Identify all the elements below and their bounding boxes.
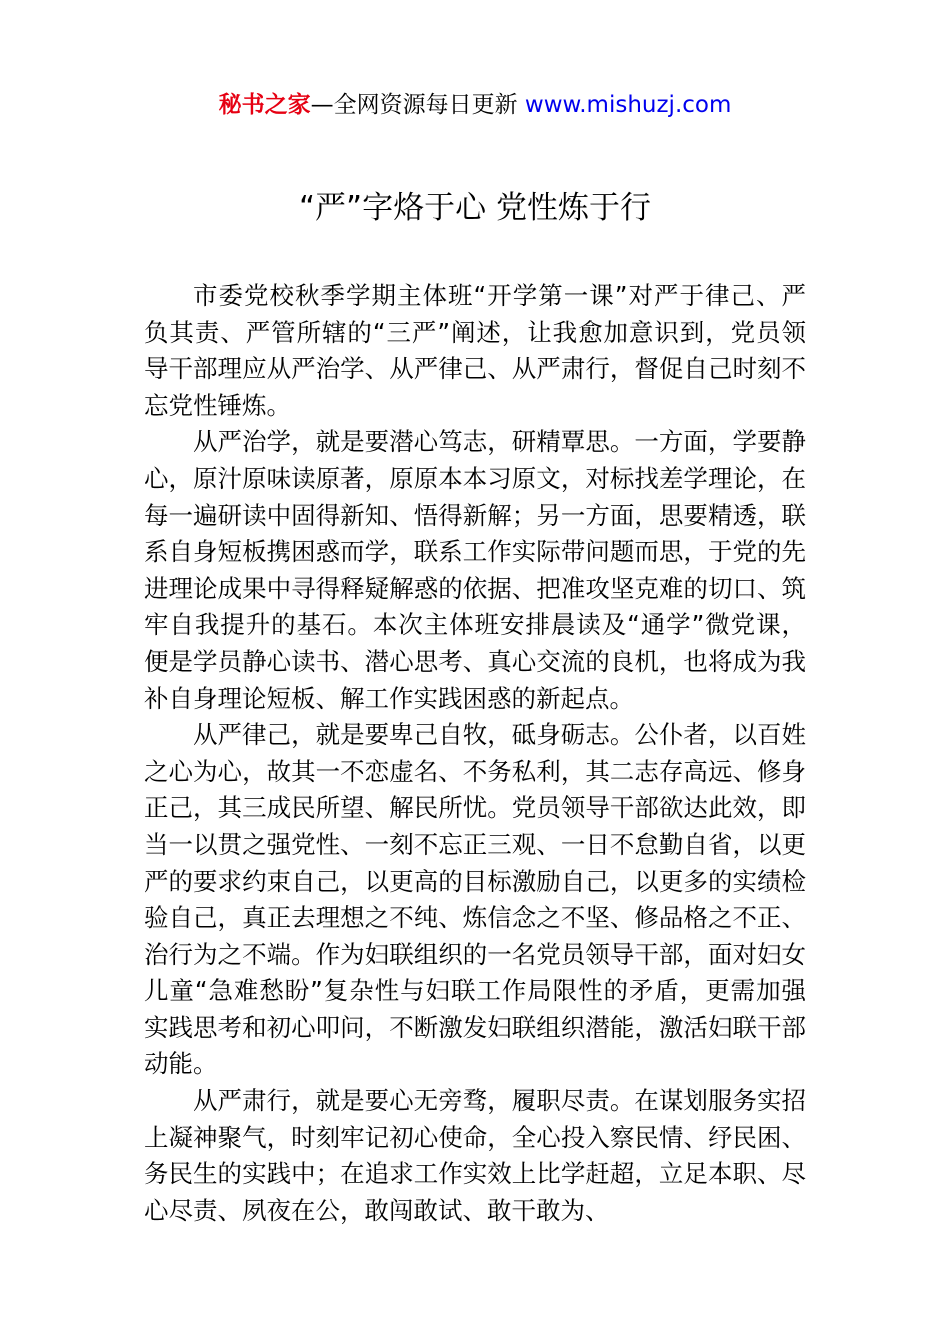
- paragraph-2: 从严治学，就是要潜心笃志，研精覃思。一方面，学要静心，原汁原味读原著，原原本本习原文，对标找差学理论，在每一遍研读中固得新知、悟得新解；另一方面，思要精透，联系自身短板携困惑而学，联系工作实际带问题而思，于党的先进理论成果中寻得释疑解惑的依据、把准攻坚克难的切口、筑牢自我提升的基石。本次主体班安排晨读及“通学”微党课，便是学员静心读书、潜心思考、真心交流的良机，也将成为我补自身理论短板、解工作实践困惑的新起点。: [144, 427, 806, 713]
- header-dash: —: [310, 92, 334, 118]
- site-tagline: 全网资源每日更新: [333, 92, 525, 118]
- site-brand: 秘书之家: [218, 92, 311, 118]
- site-url-link[interactable]: www.mishuzj.com: [524, 92, 732, 118]
- site-header: [0, 88, 950, 122]
- document-body: [144, 278, 806, 1229]
- paragraph-1: 市委党校秋季学期主体班“开学第一课”对严于律己、严负其责、严管所辖的“三严”阐述，让我愈加意识到，党员领导干部理应从严治学、从严律己、从严肃行，督促自己时刻不忘党性锤炼。: [144, 281, 806, 420]
- paragraph-3: 从严律己，就是要卑己自牧，砥身砺志。公仆者，以百姓之心为心，故其一不恋虚名、不务私利，其二志存高远、修身正己，其三成民所望、解民所忧。党员领导干部欲达此效，即当一以贯之强党性、一刻不忘正三观、一日不怠勤自省，以更严的要求约束自己，以更高的目标激励自己，以更多的实绩检验自己，真正去理想之不纯、炼信念之不坚、修品格之不正、治行为之不端。作为妇联组织的一名党员领导干部，面对妇女儿童“急难愁盼”复杂性与妇联工作局限性的矛盾，更需加强实践思考和初心叩问，不断激发妇联组织潜能，激活妇联干部动能。: [144, 720, 806, 1079]
- document-title: “严”字烙于心 党性炼于行: [299, 190, 651, 226]
- paragraph-4: 从严肃行，就是要心无旁骛，履职尽责。在谋划服务实招上凝神聚气，时刻牢记初心使命，全心投入察民情、纾民困、务民生的实践中；在追求工作实效上比学赶超，立足本职、尽心尽责、夙夜在公，敢闯敢试、敢干敢为、: [144, 1086, 806, 1225]
